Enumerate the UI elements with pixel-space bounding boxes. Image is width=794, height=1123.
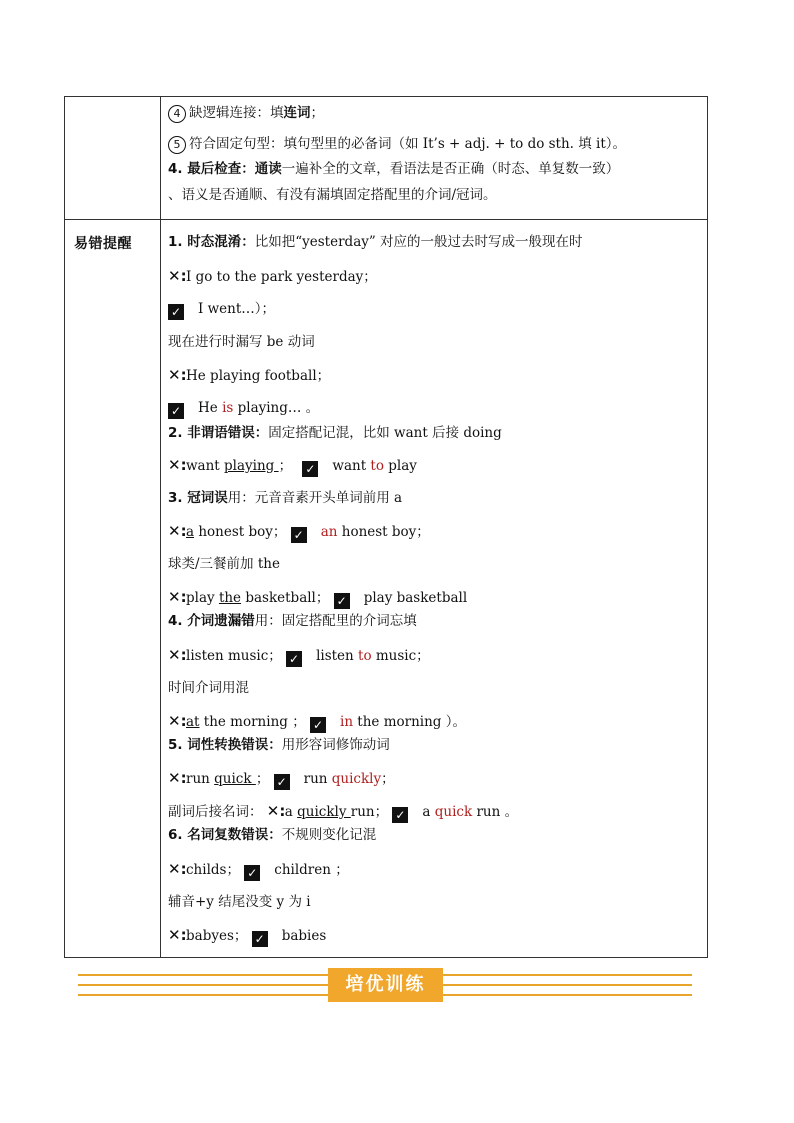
checkmark-icon: ✓ bbox=[392, 807, 408, 823]
checkmark-icon: ✓ bbox=[168, 403, 184, 419]
cross-icon: ✕: bbox=[168, 769, 187, 787]
cross-icon: ✕: bbox=[168, 366, 187, 384]
section-5-sub: 副词后接名词： bbox=[168, 804, 263, 820]
section-6-heading: 6. 名词复数错误：不规则变化记混 bbox=[168, 827, 377, 843]
checkmark-icon: ✓ bbox=[310, 717, 326, 733]
example-pair: ✕:run quick ； ✓ run quickly； bbox=[168, 769, 395, 789]
checkmark-icon: ✓ bbox=[274, 774, 290, 790]
circled-number: 5 bbox=[168, 136, 186, 154]
example-pair: ✕:babyes； ✓ babies bbox=[168, 926, 327, 946]
section-6-sub: 辅音+y 结尾没变 y 为 i bbox=[168, 894, 311, 910]
cross-icon: ✕: bbox=[168, 522, 187, 540]
section-3-sub: 球类/三餐前加 the bbox=[168, 556, 280, 572]
item-4: 4 缺逻辑连接：填连词； bbox=[168, 104, 324, 123]
circled-number: 4 bbox=[168, 105, 186, 123]
checkmark-icon: ✓ bbox=[168, 304, 184, 320]
section-banner bbox=[78, 968, 692, 1002]
cross-icon: ✕: bbox=[168, 712, 187, 730]
example-pair: ✕:listen music； ✓ listen to music； bbox=[168, 646, 430, 666]
section-4-sub: 时间介词用混 bbox=[168, 680, 249, 696]
example-pair: ✕:want playing ； ✓ want to play bbox=[168, 456, 417, 476]
example-pair: ✕:childs； ✓ children ； bbox=[168, 860, 349, 880]
cross-icon: ✕: bbox=[168, 926, 187, 944]
section-2-heading: 2. 非谓语错误：固定搭配记混，比如 want 后接 doing bbox=[168, 425, 502, 441]
section-5-heading: 5. 词性转换错误：用形容词修饰动词 bbox=[168, 737, 390, 753]
row-divider bbox=[65, 219, 707, 220]
cross-icon: ✕: bbox=[168, 456, 187, 474]
cross-icon: ✕: bbox=[168, 860, 187, 878]
example-pair: ✕:play the basketball； ✓ play basketball bbox=[168, 588, 468, 608]
wrong-example: ✕:I go to the park yesterday； bbox=[168, 267, 377, 285]
checkmark-icon: ✓ bbox=[286, 651, 302, 667]
checkmark-icon: ✓ bbox=[252, 931, 268, 947]
checkmark-icon: ✓ bbox=[291, 527, 307, 543]
item-5: 5 符合固定句型：填句型里的必备词（如 It’s + adj. + to do sth. 填 it）。 bbox=[168, 135, 626, 154]
checkmark-icon: ✓ bbox=[244, 865, 260, 881]
column-divider bbox=[160, 97, 161, 957]
cross-icon: ✕: bbox=[168, 267, 187, 285]
wrong-example: ✕:He playing football； bbox=[168, 366, 331, 384]
cross-icon: ✕: bbox=[168, 588, 187, 606]
cross-icon: ✕: bbox=[266, 802, 286, 820]
checkmark-icon: ✓ bbox=[302, 461, 318, 477]
right-example: ✓ He is playing… 。 bbox=[168, 399, 319, 419]
section-1-heading: 1. 时态混淆：比如把“yesterday” 对应的一般过去时写成一般现在时 bbox=[168, 234, 583, 250]
example-pair: ✕:at the morning ； ✓ in the morning ）。 bbox=[168, 712, 466, 732]
row-label: 易错提醒 bbox=[74, 236, 132, 252]
right-example: ✓ I went…）； bbox=[168, 300, 275, 320]
final-check-line2: 、语义是否通顺、有没有漏填固定搭配里的介词/冠词。 bbox=[168, 187, 497, 203]
section-1-sub: 现在进行时漏写 be 动词 bbox=[168, 334, 315, 350]
example-pair: 副词后接名词： ✕:a quickly run； ✓ a quick run 。 bbox=[168, 802, 519, 822]
section-4-heading: 4. 介词遗漏错用：固定搭配里的介词忘填 bbox=[168, 613, 417, 629]
example-pair: ✕:a honest boy； ✓ an honest boy； bbox=[168, 522, 430, 542]
cross-icon: ✕: bbox=[168, 646, 187, 664]
final-check: 4. 最后检查：通读一遍补全的文章，看语法是否正确（时态、单复数一致） bbox=[168, 161, 620, 177]
checkmark-icon: ✓ bbox=[334, 593, 350, 609]
section-3-heading: 3. 冠词误用：元音音素开头单词前用 a bbox=[168, 490, 403, 506]
content-table bbox=[64, 96, 708, 958]
banner-title: 培优训练 bbox=[328, 968, 443, 1002]
